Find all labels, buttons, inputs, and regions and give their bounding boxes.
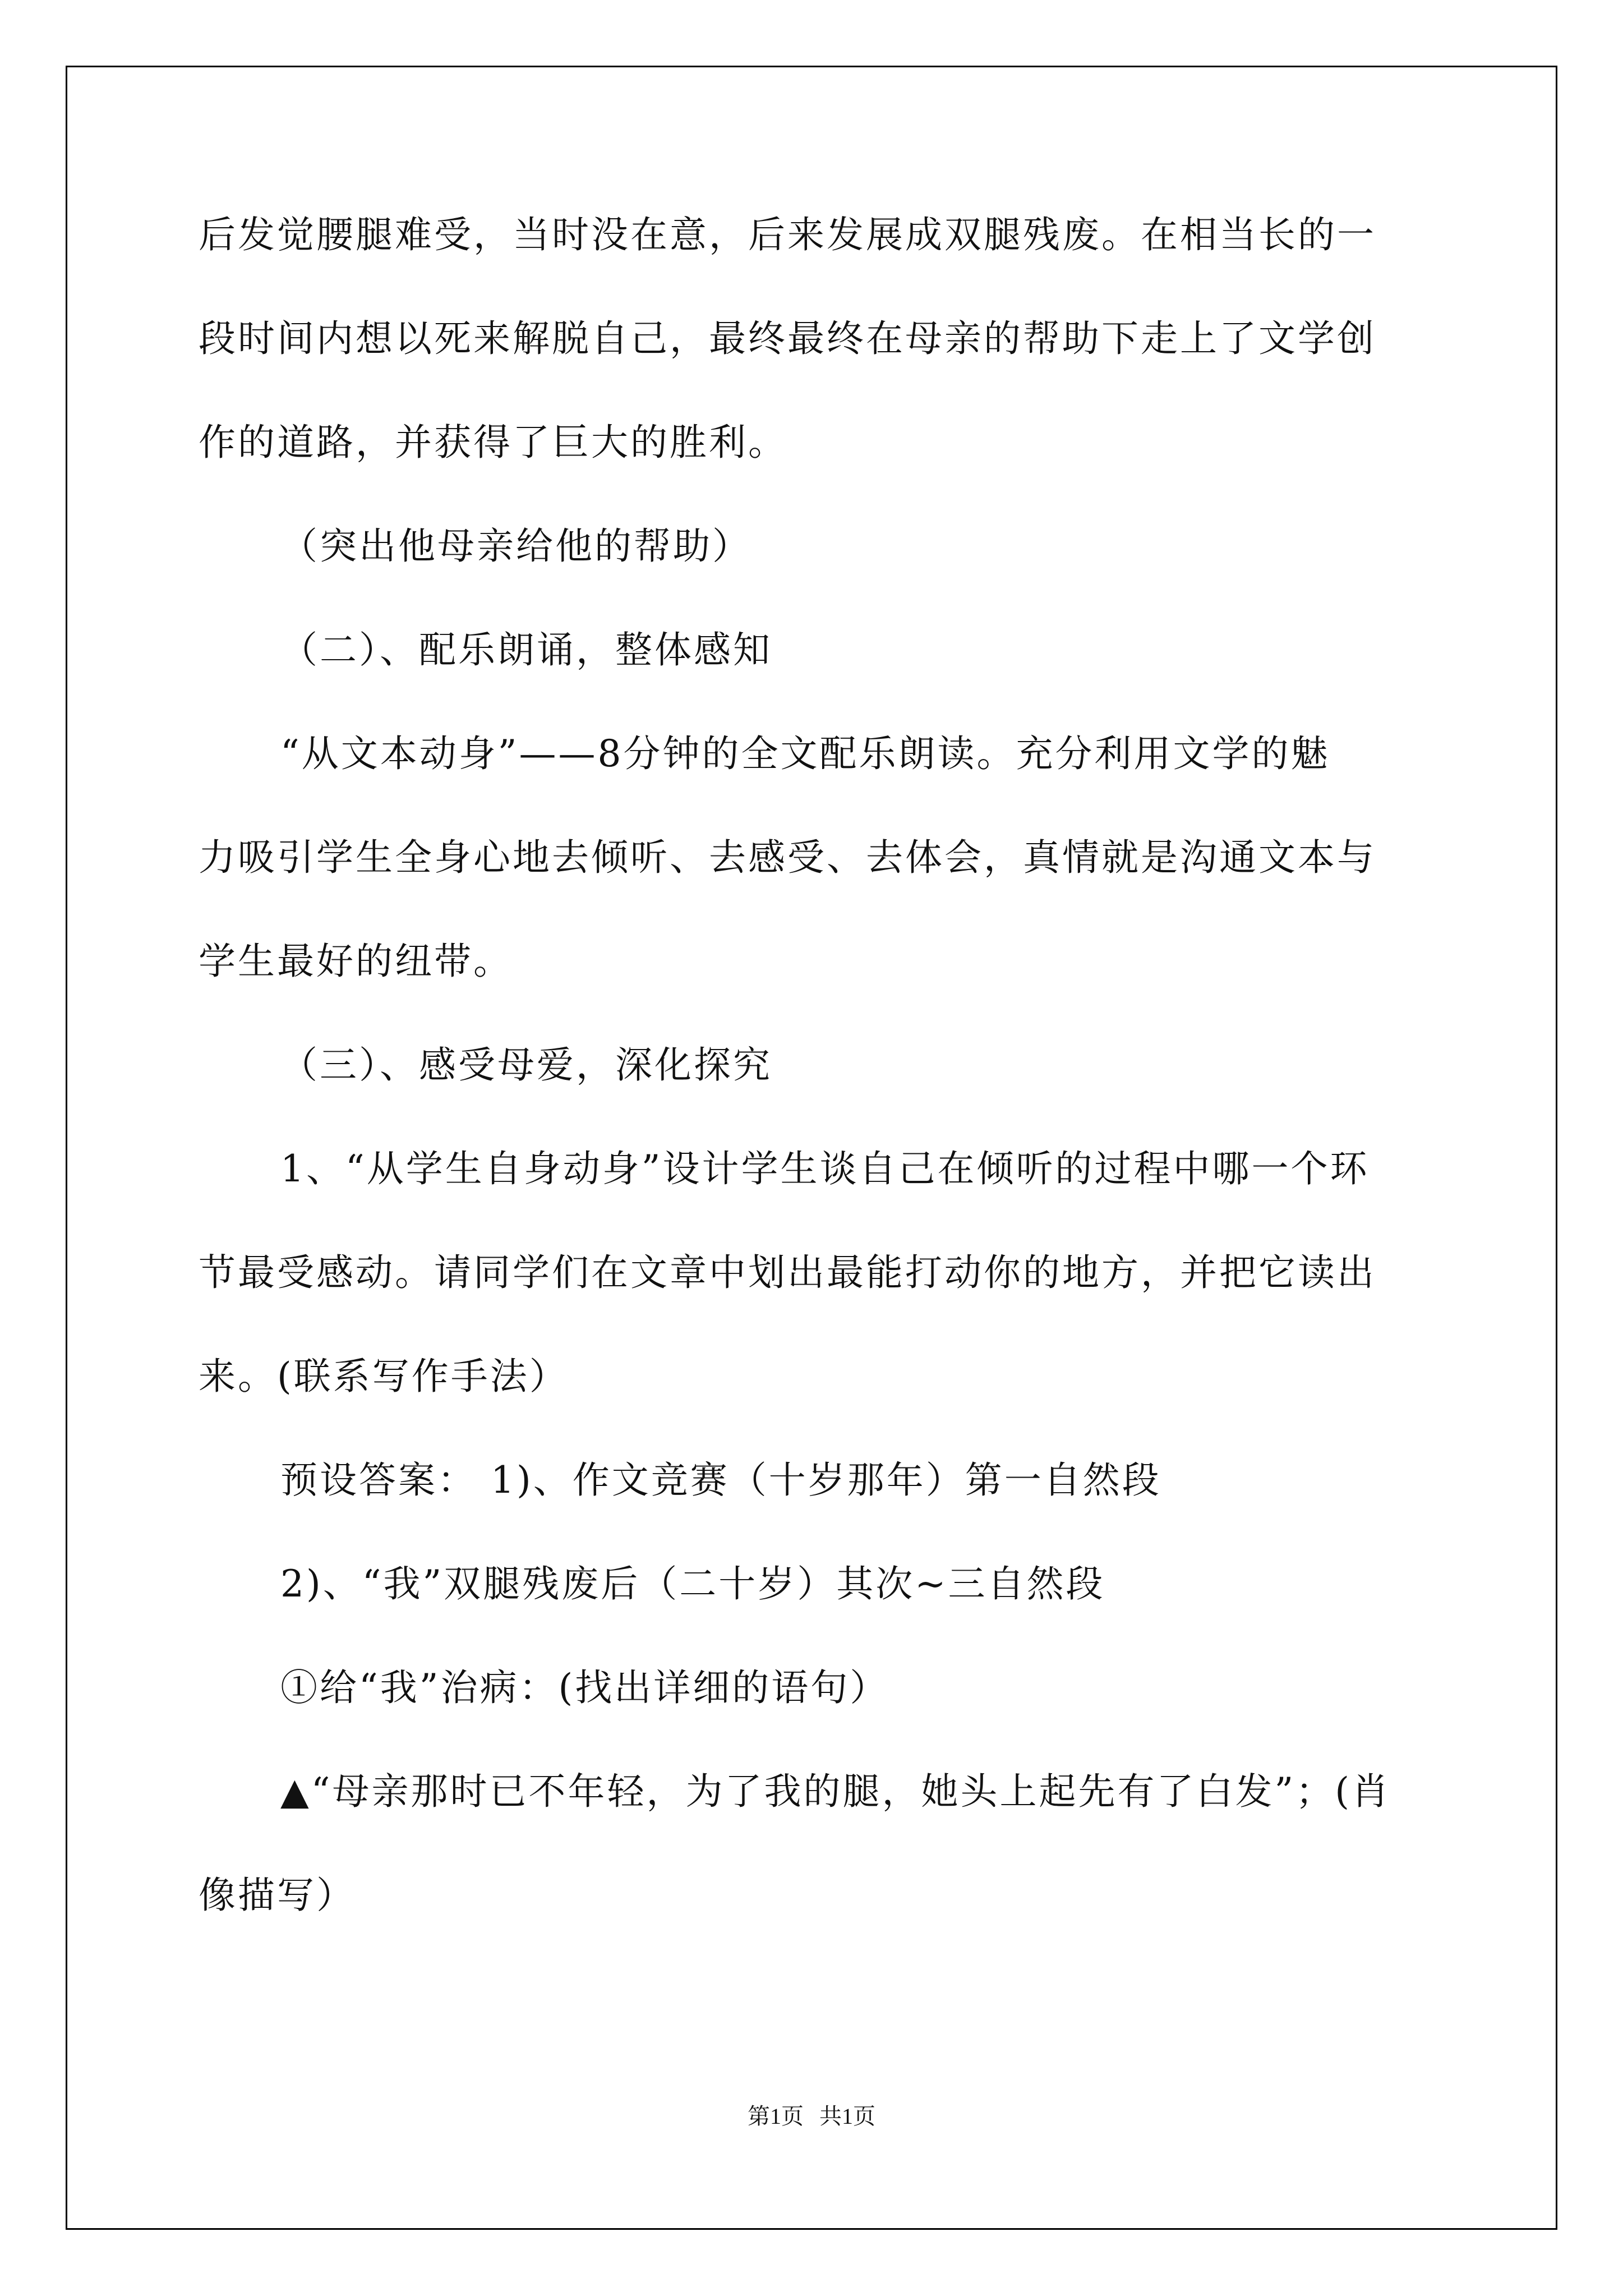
paragraph-line: 后发觉腰腿难受，当时没在意，后来发展成双腿残废。在相当长的一 (199, 213, 1376, 256)
paragraph-line: 预设答案： 1)、作文竞赛（十岁那年）第一自然段 (280, 1458, 1161, 1502)
paragraph-line: 段时间内想以死来解脱自己，最终最终在母亲的帮助下走上了文学创 (199, 317, 1376, 360)
page-number: 第1页 (748, 2104, 804, 2129)
paragraph-line: “从文本动身”——8分钟的全文配乐朗读。充分利用文学的魅 (280, 732, 1330, 775)
paragraph-line: 学生最好的纽带。 (199, 940, 513, 983)
paragraph-line: 作的道路，并获得了巨大的胜利。 (199, 421, 787, 464)
paragraph-line: ①给“我”治病：(找出详细的语句） (280, 1666, 889, 1709)
page-footer (0, 2102, 1623, 2131)
paragraph-line: 像描写） (199, 1874, 356, 1917)
page-total: 共1页 (819, 2104, 875, 2129)
paragraph-line: 2)、“我”双腿残废后（二十岁）其次~三自然段 (280, 1562, 1105, 1605)
paragraph-line: ▲“母亲那时已不年轻，为了我的腿，她头上起先有了白发”；(肖 (280, 1770, 1391, 1813)
paragraph-line: 来。(联系写作手法） (199, 1355, 569, 1398)
paragraph-line: 节最受感动。请同学们在文章中划出最能打动你的地方，并把它读出 (199, 1251, 1376, 1294)
section-heading: （三）、感受母爱，深化探究 (280, 1043, 772, 1087)
paragraph-line: 1、“从学生自身动身”设计学生谈自己在倾听的过程中哪一个环 (280, 1147, 1370, 1190)
paragraph-line: （突出他母亲给他的帮助） (280, 524, 751, 568)
paragraph-line: 力吸引学生全身心地去倾听、去感受、去体会，真情就是沟通文本与 (199, 836, 1376, 879)
section-heading: （二）、配乐朗诵，整体感知 (280, 628, 772, 671)
